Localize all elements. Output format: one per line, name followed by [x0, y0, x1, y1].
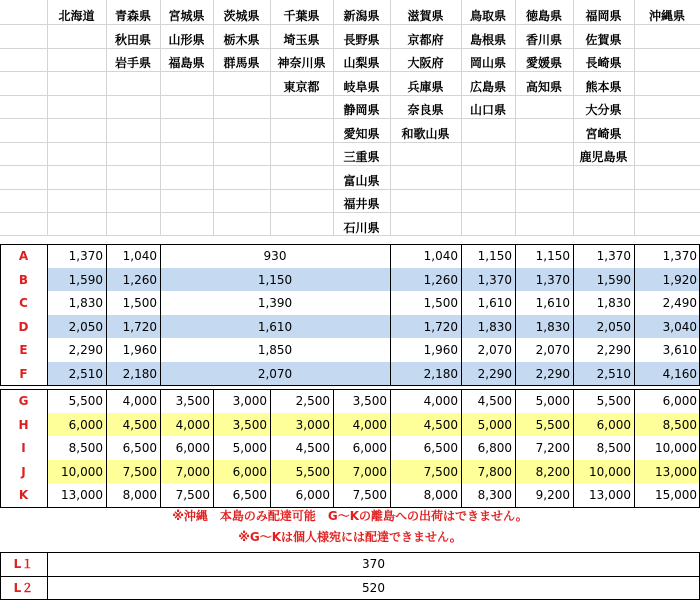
rate-cell: 2,050: [596, 319, 631, 334]
prefecture-header: 福井県: [343, 197, 380, 211]
bulk-cell: 5,500: [68, 394, 103, 408]
table-border: [47, 552, 48, 599]
prefecture-header: 鹿児島県: [579, 150, 628, 164]
prefecture-header: 大分県: [585, 103, 622, 117]
bulk-cell: 6,800: [477, 441, 512, 455]
notice-text: ※G～Kは個人様宛には配達できません。: [238, 530, 462, 544]
prefecture-header: 埼玉県: [283, 32, 320, 47]
prefecture-header: 宮城県: [168, 9, 205, 23]
rate-cell: 2,510: [596, 366, 631, 381]
bulk-cell: 7,000: [352, 464, 387, 479]
bulk-cell: 6,500: [232, 488, 267, 502]
rate-row-label: D: [18, 319, 29, 334]
bulk-cell: 4,000: [352, 417, 387, 432]
prefecture-header: 岐阜県: [343, 79, 380, 94]
bulk-cell: 5,000: [477, 417, 512, 432]
bulk-cell: 8,300: [477, 488, 512, 502]
bulk-cell: 4,500: [122, 417, 157, 432]
table-border: [0, 385, 700, 386]
bulk-row-label: J: [21, 464, 26, 479]
rate-cell: 3,040: [662, 319, 697, 334]
prefecture-header: 山形県: [168, 32, 205, 47]
bulk-cell: 4,500: [423, 417, 458, 432]
rate-cell: 2,070: [257, 366, 293, 381]
prefecture-header: 神奈川県: [277, 56, 326, 70]
rate-cell: 1,370: [535, 272, 570, 287]
grid-line: [0, 118, 700, 119]
prefecture-header: 長野県: [343, 32, 380, 47]
bulk-cell: 13,000: [589, 488, 631, 502]
bulk-cell: 6,000: [295, 488, 330, 502]
grid-line: [0, 189, 700, 190]
prefecture-header: 岡山県: [469, 56, 506, 70]
rate-cell: 2,070: [535, 343, 570, 357]
bulk-cell: 6,000: [175, 441, 210, 455]
table-border: [106, 389, 107, 507]
prefecture-header: 愛媛県: [525, 56, 562, 70]
rate-row-label: B: [18, 272, 29, 287]
prefecture-header: 京都府: [407, 32, 444, 47]
prefecture-header: 兵庫県: [407, 79, 444, 94]
bulk-cell: 7,200: [535, 441, 570, 455]
bulk-cell: 8,200: [535, 464, 570, 479]
bulk-row-label: I: [21, 441, 26, 455]
rate-cell: 1,370: [68, 249, 103, 263]
bulk-cell: 3,000: [295, 417, 330, 432]
rate-cell: 1,390: [257, 296, 293, 310]
bulk-cell: 15,000: [655, 488, 697, 502]
prefecture-header: 香川県: [525, 32, 562, 47]
bulk-cell: 10,000: [655, 441, 697, 455]
bulk-cell: 7,500: [175, 488, 210, 502]
rate-cell: 1,850: [257, 343, 293, 357]
table-border: [106, 244, 107, 385]
prefecture-header: 静岡県: [343, 103, 380, 117]
table-border: [47, 244, 48, 385]
rate-cell: 1,500: [122, 296, 157, 310]
bulk-cell: 5,000: [535, 394, 570, 408]
bulk-row-label: K: [18, 488, 29, 502]
grid-line: [0, 95, 700, 96]
rate-cell: 1,150: [535, 249, 570, 263]
grid-line: [0, 24, 700, 25]
table-border: [0, 389, 700, 390]
prefecture-header: 奈良県: [407, 103, 444, 117]
rate-cell: 2,070: [477, 343, 512, 357]
prefecture-header: 山梨県: [343, 56, 380, 70]
bulk-cell: 8,000: [423, 488, 458, 502]
bulk-cell: 7,500: [352, 488, 387, 502]
prefecture-header: 福岡県: [585, 9, 622, 23]
table-border: [0, 552, 700, 553]
prefecture-header: 高知県: [525, 79, 562, 94]
grid-line: [0, 71, 700, 72]
table-border: [0, 389, 1, 507]
bulk-cell: 13,000: [655, 464, 697, 479]
rate-cell: 1,500: [423, 296, 458, 310]
table-border: [461, 244, 462, 385]
prefecture-header: 佐賀県: [585, 32, 622, 47]
rate-cell: 2,180: [423, 366, 458, 381]
rate-row-label: A: [18, 249, 29, 263]
prefecture-header: 新潟県: [343, 9, 380, 23]
table-border: [390, 389, 391, 507]
rate-cell: 2,290: [68, 343, 103, 357]
prefecture-header: 栃木県: [223, 32, 260, 47]
prefecture-header: 山口県: [469, 103, 506, 117]
prefecture-header: 青森県: [114, 9, 151, 23]
table-border: [573, 389, 574, 507]
bulk-cell: 5,500: [535, 417, 570, 432]
rate-cell: 1,260: [122, 272, 157, 287]
rate-cell: 930: [263, 249, 287, 263]
bulk-cell: 7,800: [477, 464, 512, 479]
bulk-cell: 5,500: [295, 464, 330, 479]
rate-cell: 1,610: [477, 296, 512, 310]
rate-cell: 1,150: [477, 249, 512, 263]
rate-cell: 1,720: [122, 319, 157, 334]
rate-cell: 2,510: [68, 366, 103, 381]
bulk-cell: 4,000: [175, 417, 210, 432]
rate-cell: 2,490: [662, 296, 697, 310]
rate-cell: 1,040: [122, 249, 157, 263]
bulk-cell: 8,500: [662, 417, 697, 432]
bulk-cell: 6,000: [596, 417, 631, 432]
l-row-value: 520: [362, 580, 385, 595]
bulk-cell: 3,500: [352, 394, 387, 408]
rate-cell: 1,610: [535, 296, 570, 310]
rate-cell: 2,290: [477, 366, 512, 381]
grid-line: [0, 48, 700, 49]
grid-line: [0, 212, 700, 213]
rate-cell: 1,720: [423, 319, 458, 334]
prefecture-header: 福島県: [168, 56, 205, 70]
prefecture-header: 茨城県: [223, 9, 260, 23]
table-border: [270, 389, 271, 507]
prefecture-header: 島根県: [469, 32, 506, 47]
table-border: [0, 599, 700, 600]
prefecture-header: 東京都: [283, 79, 320, 94]
prefecture-header: 三重県: [343, 150, 380, 164]
prefecture-header: 千葉県: [283, 9, 320, 23]
prefecture-header: 熊本県: [585, 79, 622, 94]
rate-cell: 1,370: [477, 272, 512, 287]
prefecture-header: 群馬県: [223, 56, 260, 70]
rate-row-label: E: [19, 343, 28, 357]
table-border: [515, 389, 516, 507]
prefecture-header: 大阪府: [407, 56, 444, 70]
rate-cell: 1,590: [596, 272, 631, 287]
l-row-value: 370: [362, 557, 385, 571]
rate-cell: 1,260: [423, 272, 458, 287]
notice-text: ※沖縄 本島のみ配達可能 G～Kの離島への出荷はできません。: [172, 509, 528, 523]
prefecture-header: 和歌山県: [401, 126, 450, 141]
prefecture-header: 徳島県: [525, 9, 562, 23]
table-border: [461, 389, 462, 507]
table-border: [160, 244, 161, 385]
rate-cell: 1,960: [423, 343, 458, 357]
rate-cell: 1,150: [257, 272, 293, 287]
table-border: [390, 244, 391, 385]
rate-cell: 1,830: [596, 296, 631, 310]
bulk-cell: 3,000: [232, 394, 267, 408]
bulk-cell: 3,500: [175, 394, 210, 408]
bulk-cell: 4,500: [477, 394, 512, 408]
rate-cell: 2,290: [596, 343, 631, 357]
table-border: [634, 244, 635, 385]
rate-cell: 1,830: [68, 296, 103, 310]
l-row-label: L２: [13, 580, 34, 595]
bulk-row-label: G: [18, 394, 29, 408]
bulk-cell: 10,000: [589, 464, 631, 479]
rate-row-label: C: [19, 296, 28, 310]
rate-cell: 4,160: [662, 366, 697, 381]
bulk-cell: 6,500: [122, 441, 157, 455]
prefecture-header: 鳥取県: [469, 9, 506, 23]
rate-cell: 2,180: [122, 366, 157, 381]
bulk-cell: 6,000: [352, 441, 387, 455]
bulk-cell: 10,000: [61, 464, 103, 479]
bulk-cell: 6,000: [232, 464, 267, 479]
table-border: [0, 552, 1, 599]
bulk-cell: 7,500: [423, 464, 458, 479]
table-border: [634, 389, 635, 507]
prefecture-header: 宮崎県: [585, 126, 622, 141]
prefecture-header: 岩手県: [114, 56, 151, 70]
bulk-cell: 6,500: [423, 441, 458, 455]
rate-cell: 2,050: [68, 319, 103, 334]
table-border: [573, 244, 574, 385]
bulk-row-label: H: [18, 417, 29, 432]
rate-row-label: F: [19, 366, 28, 381]
bulk-cell: 8,000: [122, 488, 157, 502]
rate-cell: 1,370: [662, 249, 697, 263]
table-border: [0, 576, 700, 577]
prefecture-header: 沖縄県: [648, 9, 685, 23]
bulk-cell: 7,500: [122, 464, 157, 479]
prefecture-header: 長崎県: [585, 56, 622, 70]
rate-cell: 1,040: [423, 249, 458, 263]
rate-cell: 3,610: [662, 343, 697, 357]
table-border: [47, 389, 48, 507]
grid-line: [0, 142, 700, 143]
rate-cell: 1,830: [535, 319, 570, 334]
prefecture-header: 石川県: [343, 220, 380, 235]
grid-line: [0, 235, 700, 236]
table-border: [0, 244, 1, 385]
prefecture-header: 愛知県: [343, 126, 380, 141]
rate-cell: 1,830: [477, 319, 512, 334]
bulk-cell: 4,500: [295, 441, 330, 455]
bulk-cell: 4,000: [122, 394, 157, 408]
bulk-cell: 8,500: [596, 441, 631, 455]
prefecture-header: 秋田県: [114, 32, 151, 47]
prefecture-header: 滋賀県: [407, 9, 444, 23]
prefecture-header: 広島県: [469, 79, 506, 94]
bulk-cell: 13,000: [61, 488, 103, 502]
bulk-cell: 5,500: [596, 394, 631, 408]
table-border: [213, 389, 214, 507]
table-border: [0, 244, 700, 245]
bulk-cell: 6,000: [662, 394, 697, 408]
table-border: [333, 389, 334, 507]
table-border: [160, 389, 161, 507]
rate-cell: 1,960: [122, 343, 157, 357]
prefecture-header: 北海道: [58, 9, 95, 23]
bulk-cell: 6,000: [68, 417, 103, 432]
bulk-cell: 8,500: [68, 441, 103, 455]
bulk-cell: 4,000: [423, 394, 458, 408]
bulk-cell: 3,500: [232, 417, 267, 432]
rate-cell: 1,370: [596, 249, 631, 263]
bulk-cell: 7,000: [175, 464, 210, 479]
rate-cell: 1,610: [257, 319, 293, 334]
l-row-label: L１: [13, 557, 34, 571]
bulk-cell: 2,500: [295, 394, 330, 408]
rate-cell: 2,290: [535, 366, 570, 381]
bulk-cell: 9,200: [535, 488, 570, 502]
bulk-cell: 5,000: [232, 441, 267, 455]
table-border: [515, 244, 516, 385]
grid-line: [0, 165, 700, 166]
rate-cell: 1,590: [68, 272, 103, 287]
prefecture-header: 富山県: [343, 173, 380, 188]
rate-cell: 1,920: [662, 272, 697, 287]
